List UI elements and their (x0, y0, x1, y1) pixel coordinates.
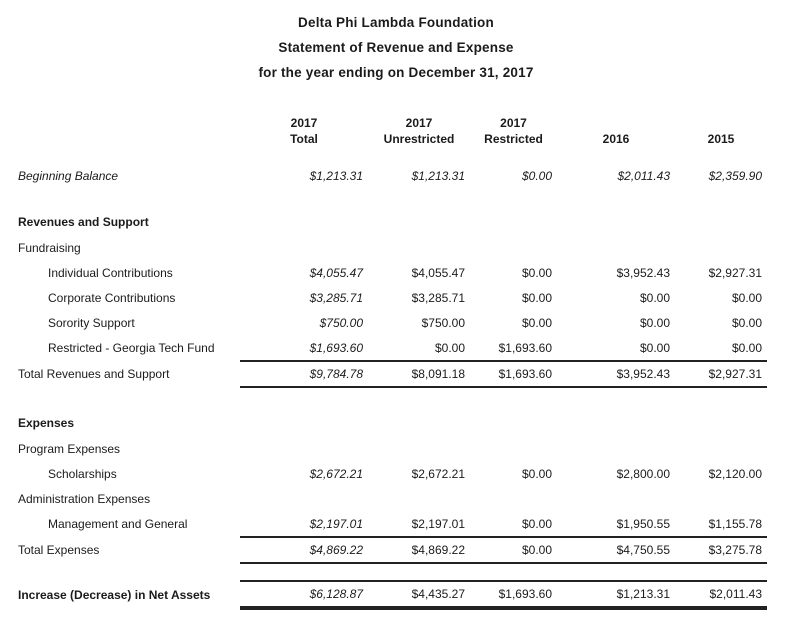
cell-value: $0.00 (470, 537, 557, 563)
row-label: Beginning Balance (18, 169, 119, 183)
cell-value: $3,952.43 (616, 265, 670, 280)
subsection-fundraising (18, 235, 767, 260)
cell-value: $4,435.27 (368, 581, 470, 608)
document-title (0, 10, 792, 85)
section-header-revenues-and-support (18, 209, 767, 235)
spacer-row (18, 149, 767, 163)
table-row-increase-decrease-in-net-assets (18, 581, 767, 608)
cell-value: $0.00 (731, 315, 762, 330)
cell-value: $0.00 (639, 290, 670, 305)
row-label: Corporate Contributions (48, 290, 176, 305)
cell-value: $1,693.60 (470, 581, 557, 608)
subsection-label: Program Expenses (18, 441, 121, 456)
cell-value: $1,693.60 (470, 361, 557, 387)
cell-value: $9,784.78 (240, 361, 368, 387)
spacer-row (18, 189, 767, 209)
column-header-row (18, 105, 767, 149)
column-header-empty (18, 105, 240, 149)
column-header-2017-restricted: 2017 Restricted (484, 116, 543, 146)
column-header-2017-unrestricted: 2017 Unrestricted (383, 116, 455, 146)
cell-value: $0.00 (521, 290, 552, 305)
cell-value: $0.00 (639, 315, 670, 330)
table-row-individual-contributions (18, 260, 767, 285)
cell-value: $3,275.78 (675, 537, 767, 563)
cell-value: $1,693.60 (470, 335, 557, 361)
section-header-expenses (18, 410, 767, 436)
table-row-restricted-georgia-tech-fund (18, 335, 767, 361)
cell-value: $0.00 (675, 335, 767, 361)
cell-value: $3,952.43 (557, 361, 675, 387)
subsection-administration-expenses (18, 486, 767, 511)
cell-value: $4,055.47 (411, 265, 465, 280)
column-header-2016: 2016 (602, 132, 630, 146)
cell-value: $750.00 (421, 315, 465, 330)
cell-value: $4,750.55 (557, 537, 675, 563)
cell-value: $1,693.60 (240, 335, 368, 361)
spacer-row (18, 387, 767, 410)
cell-value: $4,869.22 (368, 537, 470, 563)
column-header-2017-total: 2017 Total (290, 116, 318, 146)
row-label: Scholarships (48, 466, 117, 481)
cell-value: $2,011.43 (675, 581, 767, 608)
subsection-label: Administration Expenses (18, 491, 151, 506)
row-label: Total Revenues and Support (18, 367, 170, 381)
row-label: Management and General (48, 517, 188, 531)
table-row-management-and-general (18, 511, 767, 537)
spacer-row (18, 563, 767, 581)
cell-value: $1,213.31 (411, 169, 465, 183)
cell-value: $3,285.71 (309, 290, 363, 305)
cell-value: $1,213.31 (557, 581, 675, 608)
cell-value: $4,055.47 (309, 265, 363, 280)
table-row-sorority-support (18, 310, 767, 335)
cell-value: $0.00 (470, 511, 557, 537)
table-row-scholarships (18, 461, 767, 486)
cell-value: $2,672.21 (309, 466, 363, 481)
cell-value: $1,950.55 (557, 511, 675, 537)
row-label: Restricted - Georgia Tech Fund (48, 341, 215, 355)
cell-value: $2,927.31 (675, 361, 767, 387)
cell-value: $6,128.87 (240, 581, 368, 608)
cell-value: $2,197.01 (240, 511, 368, 537)
cell-value: $3,285.71 (411, 290, 465, 305)
cell-value: $2,672.21 (411, 466, 465, 481)
row-label: Sorority Support (48, 315, 135, 330)
table-row-corporate-contributions (18, 285, 767, 310)
cell-value: $8,091.18 (368, 361, 470, 387)
cell-value: $2,800.00 (616, 466, 670, 481)
document-title-line-1: Delta Phi Lambda Foundation (298, 15, 494, 30)
section-label: Revenues and Support (18, 215, 149, 229)
document-title-line-3: for the year ending on December 31, 2017 (258, 65, 534, 80)
cell-value: $0.00 (731, 290, 762, 305)
cell-value: $2,927.31 (708, 265, 762, 280)
document-title-line-2: Statement of Revenue and Expense (278, 40, 514, 55)
cell-value: $0.00 (557, 335, 675, 361)
column-header-2015: 2015 (707, 132, 735, 146)
table-row-total-expenses (18, 537, 767, 563)
cell-value: $2,011.43 (617, 169, 670, 183)
cell-value: $0.00 (368, 335, 470, 361)
row-label: Increase (Decrease) in Net Assets (18, 587, 211, 602)
cell-value: $1,155.78 (675, 511, 767, 537)
section-label: Expenses (18, 416, 75, 430)
cell-value: $750.00 (319, 315, 363, 330)
cell-value: $2,197.01 (368, 511, 470, 537)
cell-value: $0.00 (521, 169, 552, 183)
cell-value: $1,213.31 (309, 169, 363, 183)
cell-value: $0.00 (521, 315, 552, 330)
row-label: Individual Contributions (48, 265, 173, 280)
cell-value: $2,120.00 (708, 466, 762, 481)
subsection-program-expenses (18, 436, 767, 461)
revenue-expense-table (18, 105, 767, 610)
cell-value: $0.00 (521, 265, 552, 280)
table-row-total-revenues-and-support (18, 361, 767, 387)
subsection-label: Fundraising (18, 240, 81, 255)
table-row-beginning-balance (18, 163, 767, 189)
cell-value: $2,359.90 (708, 169, 762, 183)
cell-value: $4,869.22 (240, 537, 368, 563)
row-label: Total Expenses (18, 543, 100, 557)
cell-value: $0.00 (521, 466, 552, 481)
